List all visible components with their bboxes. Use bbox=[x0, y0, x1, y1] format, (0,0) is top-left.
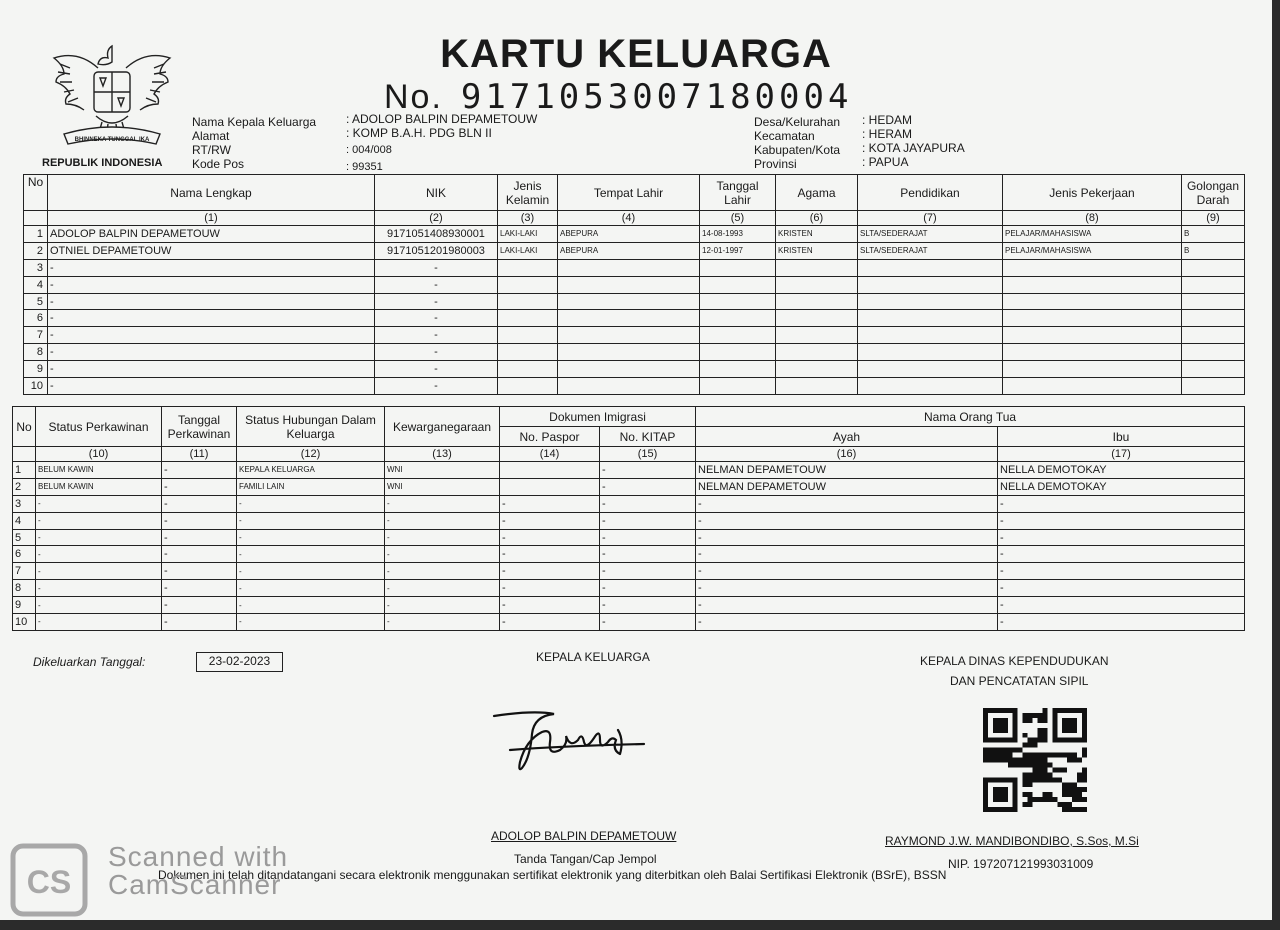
camscanner-logo-icon bbox=[10, 843, 88, 917]
cell-kitap: - bbox=[600, 614, 696, 631]
family-head-name: ADOLOP BALPIN DEPAMETOUW bbox=[491, 829, 677, 843]
cell-marriage-date: - bbox=[162, 580, 237, 597]
table-row bbox=[13, 478, 1245, 495]
cell-religion: KRISTEN bbox=[776, 226, 858, 243]
cell-education bbox=[858, 327, 1003, 344]
office-official-nip: NIP. 197207121993031009 bbox=[948, 857, 1094, 871]
members-status-table bbox=[12, 406, 1245, 631]
cell-gender bbox=[498, 259, 558, 276]
cell-occupation bbox=[1003, 378, 1182, 395]
cell-blood-type bbox=[1182, 310, 1245, 327]
col-header-blood-type: Golongan Darah bbox=[1182, 175, 1245, 211]
col-header-parents: Nama Orang Tua bbox=[696, 407, 1245, 427]
cell-citizenship: WNI bbox=[385, 462, 500, 479]
cell-education bbox=[858, 293, 1003, 310]
cell-passport bbox=[500, 478, 600, 495]
cell-birthplace bbox=[558, 378, 700, 395]
cell-citizenship: - bbox=[385, 546, 500, 563]
cell-no: 2 bbox=[24, 242, 48, 259]
family-head-sign-caption: Tanda Tangan/Cap Jempol bbox=[514, 852, 657, 866]
table-row bbox=[13, 512, 1245, 529]
cell-religion bbox=[776, 344, 858, 361]
field-value-province: : PAPUA bbox=[862, 155, 909, 169]
cell-marital-status: - bbox=[36, 580, 162, 597]
office-title-line1: KEPALA DINAS KEPENDUDUKAN bbox=[920, 654, 1109, 668]
country-label: REPUBLIK INDONESIA bbox=[42, 157, 163, 169]
cell-blood-type bbox=[1182, 327, 1245, 344]
col-number: (6) bbox=[776, 211, 858, 226]
table-row bbox=[24, 293, 1245, 310]
cell-occupation bbox=[1003, 327, 1182, 344]
cell-citizenship: - bbox=[385, 597, 500, 614]
cell-relationship: KEPALA KELUARGA bbox=[237, 462, 385, 479]
cell-education bbox=[858, 276, 1003, 293]
cell-gender bbox=[498, 276, 558, 293]
cell-marriage-date: - bbox=[162, 462, 237, 479]
cell-blood-type bbox=[1182, 361, 1245, 378]
col-header-passport: No. Paspor bbox=[500, 427, 600, 447]
camscanner-logo-text: CS bbox=[26, 864, 72, 900]
members-table-body bbox=[24, 226, 1245, 395]
col-header-kitap: No. KITAP bbox=[600, 427, 696, 447]
col-header-marriage-date: Tanggal Perkawinan bbox=[162, 407, 237, 447]
col-number: (10) bbox=[36, 447, 162, 462]
col-number: (17) bbox=[998, 447, 1245, 462]
col-header-father: Ayah bbox=[696, 427, 998, 447]
cell-marital-status: - bbox=[36, 563, 162, 580]
cell-birthdate bbox=[700, 259, 776, 276]
cell-no: 7 bbox=[24, 327, 48, 344]
col-header-occupation: Jenis Pekerjaan bbox=[1003, 175, 1182, 211]
cell-marital-status: BELUM KAWIN bbox=[36, 462, 162, 479]
field-value-address: : KOMP B.A.H. PDG BLN II bbox=[346, 126, 492, 140]
cell-passport: - bbox=[500, 597, 600, 614]
cell-gender: LAKI-LAKI bbox=[498, 242, 558, 259]
cell-no: 6 bbox=[13, 546, 36, 563]
cell-mother: - bbox=[998, 546, 1245, 563]
cell-father: - bbox=[696, 563, 998, 580]
cell-blood-type bbox=[1182, 378, 1245, 395]
cell-birthplace bbox=[558, 310, 700, 327]
column-number-row bbox=[13, 447, 1245, 462]
cell-kitap: - bbox=[600, 478, 696, 495]
cell-birthplace: ABEPURA bbox=[558, 226, 700, 243]
cell-father: - bbox=[696, 546, 998, 563]
cell-birthplace bbox=[558, 259, 700, 276]
cell-kitap: - bbox=[600, 546, 696, 563]
cell-education: SLTA/SEDERAJAT bbox=[858, 242, 1003, 259]
table-row bbox=[24, 259, 1245, 276]
card-number-label: No. bbox=[384, 78, 443, 116]
office-official-name: RAYMOND J.W. MANDIBONDIBO, S.Sos, M.Si bbox=[885, 834, 1139, 848]
col-header-name: Nama Lengkap bbox=[48, 175, 375, 211]
cell-citizenship: - bbox=[385, 495, 500, 512]
table-row bbox=[13, 614, 1245, 631]
cell-marriage-date: - bbox=[162, 512, 237, 529]
cell-kitap: - bbox=[600, 580, 696, 597]
col-number: (1) bbox=[48, 211, 375, 226]
cell-birthdate: 12-01-1997 bbox=[700, 242, 776, 259]
cell-occupation bbox=[1003, 310, 1182, 327]
col-header-gender: Jenis Kelamin bbox=[498, 175, 558, 211]
members-status-table-body bbox=[13, 462, 1245, 631]
cell-father: - bbox=[696, 614, 998, 631]
col-number: (9) bbox=[1182, 211, 1245, 226]
cell-occupation: PELAJAR/MAHASISWA bbox=[1003, 226, 1182, 243]
cell-nik: 9171051201980003 bbox=[375, 242, 498, 259]
cell-mother: - bbox=[998, 614, 1245, 631]
cell-name: - bbox=[48, 259, 375, 276]
camscanner-watermark bbox=[108, 843, 288, 899]
cell-gender bbox=[498, 361, 558, 378]
cell-father: - bbox=[696, 512, 998, 529]
cell-no: 9 bbox=[24, 361, 48, 378]
col-number-empty bbox=[13, 447, 36, 462]
cell-religion bbox=[776, 310, 858, 327]
cell-mother: NELLA DEMOTOKAY bbox=[998, 462, 1245, 479]
field-label: RT/RW bbox=[192, 143, 231, 157]
cell-mother: - bbox=[998, 563, 1245, 580]
table-row bbox=[13, 546, 1245, 563]
cell-no: 6 bbox=[24, 310, 48, 327]
cell-name: - bbox=[48, 378, 375, 395]
cell-name: - bbox=[48, 344, 375, 361]
cell-nik: - bbox=[375, 259, 498, 276]
cell-occupation bbox=[1003, 293, 1182, 310]
watermark-line1: Scanned with bbox=[108, 841, 289, 872]
cell-blood-type bbox=[1182, 293, 1245, 310]
members-table bbox=[23, 174, 1245, 395]
cell-passport: - bbox=[500, 563, 600, 580]
col-number: (12) bbox=[237, 447, 385, 462]
field-value-head: : ADOLOP BALPIN DEPAMETOUW bbox=[346, 112, 538, 126]
col-header-immigration: Dokumen Imigrasi bbox=[500, 407, 696, 427]
cell-education bbox=[858, 310, 1003, 327]
cell-gender bbox=[498, 310, 558, 327]
col-number-empty bbox=[24, 211, 48, 226]
cell-marriage-date: - bbox=[162, 597, 237, 614]
cell-marital-status: - bbox=[36, 614, 162, 631]
col-number: (4) bbox=[558, 211, 700, 226]
cell-kitap: - bbox=[600, 563, 696, 580]
cell-nik: - bbox=[375, 276, 498, 293]
cell-marriage-date: - bbox=[162, 546, 237, 563]
cell-birthdate bbox=[700, 361, 776, 378]
field-value-village: : HEDAM bbox=[862, 113, 913, 127]
cell-marriage-date: - bbox=[162, 614, 237, 631]
cell-relationship: - bbox=[237, 546, 385, 563]
cell-name: - bbox=[48, 276, 375, 293]
cell-no: 2 bbox=[13, 478, 36, 495]
cell-no: 5 bbox=[13, 529, 36, 546]
cell-name: - bbox=[48, 361, 375, 378]
table-row bbox=[13, 580, 1245, 597]
cell-religion bbox=[776, 293, 858, 310]
cell-marriage-date: - bbox=[162, 495, 237, 512]
cell-nik: - bbox=[375, 361, 498, 378]
field-label: Kabupaten/Kota bbox=[754, 143, 841, 157]
cell-kitap: - bbox=[600, 495, 696, 512]
cell-father: - bbox=[696, 597, 998, 614]
cell-blood-type: B bbox=[1182, 242, 1245, 259]
field-label: Provinsi bbox=[754, 157, 797, 171]
issued-date-label: Dikeluarkan Tanggal: bbox=[33, 655, 146, 669]
cell-no: 1 bbox=[24, 226, 48, 243]
cell-marital-status: - bbox=[36, 546, 162, 563]
col-number: (14) bbox=[500, 447, 600, 462]
card-number-value: 9171053007180004 bbox=[460, 77, 853, 117]
table-row bbox=[13, 563, 1245, 580]
cell-birthplace bbox=[558, 293, 700, 310]
cell-occupation: PELAJAR/MAHASISWA bbox=[1003, 242, 1182, 259]
cell-mother: NELLA DEMOTOKAY bbox=[998, 478, 1245, 495]
header-left-labels bbox=[192, 115, 316, 171]
cell-religion bbox=[776, 361, 858, 378]
cell-education bbox=[858, 361, 1003, 378]
cell-blood-type: B bbox=[1182, 226, 1245, 243]
cell-birthdate bbox=[700, 344, 776, 361]
cell-mother: - bbox=[998, 512, 1245, 529]
cell-occupation bbox=[1003, 344, 1182, 361]
cell-passport bbox=[500, 462, 600, 479]
col-header-education: Pendidikan bbox=[858, 175, 1003, 211]
cell-birthdate: 14-08-1993 bbox=[700, 226, 776, 243]
cell-birthdate bbox=[700, 276, 776, 293]
column-number-row bbox=[24, 211, 1245, 226]
issued-date-value: 23-02-2023 bbox=[196, 652, 283, 672]
cell-birthdate bbox=[700, 310, 776, 327]
cell-blood-type bbox=[1182, 276, 1245, 293]
cell-birthplace bbox=[558, 276, 700, 293]
col-number: (13) bbox=[385, 447, 500, 462]
cell-nik: - bbox=[375, 327, 498, 344]
cell-mother: - bbox=[998, 580, 1245, 597]
header-right-labels bbox=[754, 115, 840, 171]
cell-father: - bbox=[696, 529, 998, 546]
cell-citizenship: - bbox=[385, 614, 500, 631]
cell-gender bbox=[498, 293, 558, 310]
col-header-religion: Agama bbox=[776, 175, 858, 211]
cell-birthplace bbox=[558, 361, 700, 378]
cell-mother: - bbox=[998, 597, 1245, 614]
cell-no: 7 bbox=[13, 563, 36, 580]
cell-kitap: - bbox=[600, 512, 696, 529]
field-label: Alamat bbox=[192, 129, 230, 143]
cell-nik: 9171051408930001 bbox=[375, 226, 498, 243]
cell-relationship: - bbox=[237, 597, 385, 614]
cell-birthplace bbox=[558, 344, 700, 361]
cell-relationship: - bbox=[237, 529, 385, 546]
cell-no: 4 bbox=[13, 512, 36, 529]
cell-citizenship: - bbox=[385, 529, 500, 546]
cell-no: 3 bbox=[13, 495, 36, 512]
cell-name: - bbox=[48, 310, 375, 327]
cell-passport: - bbox=[500, 546, 600, 563]
col-header-no: No bbox=[24, 175, 48, 211]
col-header-birthplace: Tempat Lahir bbox=[558, 175, 700, 211]
col-number: (3) bbox=[498, 211, 558, 226]
cell-nik: - bbox=[375, 378, 498, 395]
cell-citizenship: - bbox=[385, 512, 500, 529]
cell-name: OTNIEL DEPAMETOUW bbox=[48, 242, 375, 259]
cell-blood-type bbox=[1182, 344, 1245, 361]
col-number: (11) bbox=[162, 447, 237, 462]
cell-father: - bbox=[696, 580, 998, 597]
cell-no: 8 bbox=[24, 344, 48, 361]
col-number: (15) bbox=[600, 447, 696, 462]
col-number: (8) bbox=[1003, 211, 1182, 226]
cell-marriage-date: - bbox=[162, 478, 237, 495]
col-number: (16) bbox=[696, 447, 998, 462]
cell-passport: - bbox=[500, 495, 600, 512]
field-label: Kecamatan bbox=[754, 129, 815, 143]
cell-no: 1 bbox=[13, 462, 36, 479]
table-row bbox=[13, 462, 1245, 479]
cell-relationship: - bbox=[237, 614, 385, 631]
cell-religion bbox=[776, 259, 858, 276]
cell-father: NELMAN DEPAMETOUW bbox=[696, 478, 998, 495]
cell-occupation bbox=[1003, 276, 1182, 293]
field-label: Kode Pos bbox=[192, 157, 245, 171]
cell-marriage-date: - bbox=[162, 529, 237, 546]
cell-education bbox=[858, 378, 1003, 395]
cell-relationship: - bbox=[237, 495, 385, 512]
field-label: Desa/Kelurahan bbox=[754, 115, 841, 129]
cell-nik: - bbox=[375, 310, 498, 327]
cell-religion bbox=[776, 276, 858, 293]
cell-nik: - bbox=[375, 344, 498, 361]
cell-citizenship: - bbox=[385, 563, 500, 580]
document-title: KARTU KELUARGA bbox=[440, 32, 832, 76]
cell-gender bbox=[498, 344, 558, 361]
cell-relationship: - bbox=[237, 580, 385, 597]
cell-name: - bbox=[48, 327, 375, 344]
table-row bbox=[24, 344, 1245, 361]
table-row bbox=[13, 529, 1245, 546]
col-header-mother: Ibu bbox=[998, 427, 1245, 447]
cell-marital-status: - bbox=[36, 529, 162, 546]
field-value-rtrw: : 004/008 bbox=[346, 144, 392, 156]
cell-father: - bbox=[696, 495, 998, 512]
cell-gender: LAKI-LAKI bbox=[498, 226, 558, 243]
cell-marital-status: - bbox=[36, 512, 162, 529]
signature-mark-icon bbox=[492, 702, 652, 782]
cell-birthdate bbox=[700, 327, 776, 344]
cell-no: 3 bbox=[24, 259, 48, 276]
table-row bbox=[24, 310, 1245, 327]
cell-citizenship: - bbox=[385, 580, 500, 597]
watermark-line2: CamScanner bbox=[108, 869, 282, 900]
cell-passport: - bbox=[500, 512, 600, 529]
cell-name: ADOLOP BALPIN DEPAMETOUW bbox=[48, 226, 375, 243]
cell-occupation bbox=[1003, 259, 1182, 276]
col-header-birthdate: Tanggal Lahir bbox=[700, 175, 776, 211]
col-number: (5) bbox=[700, 211, 776, 226]
cell-religion bbox=[776, 327, 858, 344]
table-row bbox=[24, 327, 1245, 344]
cell-education: SLTA/SEDERAJAT bbox=[858, 226, 1003, 243]
cell-birthplace: ABEPURA bbox=[558, 242, 700, 259]
cell-no: 4 bbox=[24, 276, 48, 293]
field-value-district: : HERAM bbox=[862, 127, 913, 141]
cell-gender bbox=[498, 378, 558, 395]
cell-no: 8 bbox=[13, 580, 36, 597]
cell-birthdate bbox=[700, 293, 776, 310]
table-row bbox=[24, 242, 1245, 259]
field-value-city: : KOTA JAYAPURA bbox=[862, 141, 965, 155]
col-header-no: No bbox=[13, 407, 36, 447]
header-left-values bbox=[346, 112, 537, 174]
field-label: Nama Kepala Keluarga bbox=[192, 115, 317, 129]
col-header-marital-status: Status Perkawinan bbox=[36, 407, 162, 447]
cell-education bbox=[858, 344, 1003, 361]
cell-religion: KRISTEN bbox=[776, 242, 858, 259]
cell-kitap: - bbox=[600, 597, 696, 614]
col-number: (2) bbox=[375, 211, 498, 226]
cell-nik: - bbox=[375, 293, 498, 310]
card-number bbox=[384, 77, 852, 117]
cell-passport: - bbox=[500, 614, 600, 631]
electronic-signature-note: Dokumen ini telah ditandatangani secara elektronik menggunakan sertifikat elektronik yang diterbitkan oleh Balai Sertifikasi Elektronik (BSrE), BSSN bbox=[158, 868, 947, 882]
family-head-title: KEPALA KELUARGA bbox=[536, 650, 650, 664]
cell-kitap: - bbox=[600, 529, 696, 546]
cell-passport: - bbox=[500, 580, 600, 597]
cell-occupation bbox=[1003, 361, 1182, 378]
cell-relationship: - bbox=[237, 512, 385, 529]
header-right-values bbox=[862, 113, 965, 169]
cell-relationship: FAMILI LAIN bbox=[237, 478, 385, 495]
cell-no: 10 bbox=[24, 378, 48, 395]
cell-marital-status: - bbox=[36, 495, 162, 512]
col-header-citizenship: Kewarganegaraan bbox=[385, 407, 500, 447]
cell-no: 9 bbox=[13, 597, 36, 614]
cell-education bbox=[858, 259, 1003, 276]
cell-passport: - bbox=[500, 529, 600, 546]
field-value-postcode: : 99351 bbox=[346, 161, 383, 173]
office-title-line2: DAN PENCATATAN SIPIL bbox=[950, 674, 1089, 688]
table-row bbox=[24, 378, 1245, 395]
emblem-banner-text: BHINNEKA TUNGGAL IKA bbox=[74, 137, 150, 143]
table-row bbox=[24, 276, 1245, 293]
cell-father: NELMAN DEPAMETOUW bbox=[696, 462, 998, 479]
cell-birthplace bbox=[558, 327, 700, 344]
cell-blood-type bbox=[1182, 259, 1245, 276]
table-row bbox=[13, 495, 1245, 512]
col-number: (7) bbox=[858, 211, 1003, 226]
qr-code-icon bbox=[983, 706, 1087, 814]
table-row bbox=[24, 361, 1245, 378]
cell-marriage-date: - bbox=[162, 563, 237, 580]
cell-name: - bbox=[48, 293, 375, 310]
cell-citizenship: WNI bbox=[385, 478, 500, 495]
cell-religion bbox=[776, 378, 858, 395]
cell-marital-status: BELUM KAWIN bbox=[36, 478, 162, 495]
cell-no: 10 bbox=[13, 614, 36, 631]
cell-mother: - bbox=[998, 529, 1245, 546]
cell-marital-status: - bbox=[36, 597, 162, 614]
cell-mother: - bbox=[998, 495, 1245, 512]
cell-no: 5 bbox=[24, 293, 48, 310]
table-row bbox=[13, 597, 1245, 614]
cell-birthdate bbox=[700, 378, 776, 395]
col-header-nik: NIK bbox=[375, 175, 498, 211]
cell-kitap: - bbox=[600, 462, 696, 479]
cell-gender bbox=[498, 327, 558, 344]
table-row bbox=[24, 226, 1245, 243]
col-header-relationship: Status Hubungan Dalam Keluarga bbox=[237, 407, 385, 447]
cell-relationship: - bbox=[237, 563, 385, 580]
